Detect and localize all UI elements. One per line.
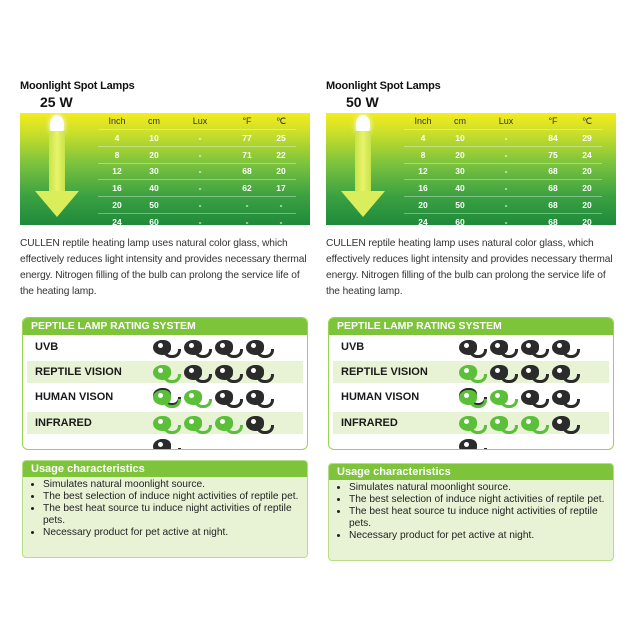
spec-cell: 17 [276, 183, 286, 194]
chameleon-icon [215, 414, 237, 432]
spec-cell: 84 [548, 132, 558, 143]
wattage-label: 50 W [346, 94, 379, 110]
rating-label: REPTILE VISION [341, 366, 428, 378]
usage-item: • Simulates natural moonlight source. [349, 482, 613, 494]
usage-item: • Necessary product for pet active at night. [349, 530, 613, 542]
spec-row [404, 163, 602, 180]
spec-row [98, 146, 296, 163]
spec-cell: 20 [582, 183, 592, 194]
spec-column-header: ℃ [581, 115, 593, 126]
spec-cell: 40 [149, 183, 159, 194]
chameleon-icon [153, 363, 175, 381]
spec-cell: 68 [548, 200, 558, 211]
chameleon-icon [459, 437, 481, 450]
spec-cell: 20 [418, 200, 428, 211]
rating-label: INFRARED [35, 417, 92, 429]
usage-list [23, 479, 307, 539]
rating-label: UVB [35, 341, 59, 353]
spec-cell: 50 [149, 200, 159, 211]
rating-title: PEPTILE LAMP RATING SYSTEM [329, 318, 613, 335]
spec-cell: 8 [420, 149, 426, 160]
spec-cell: 50 [455, 200, 465, 211]
spec-cell: - [279, 200, 283, 211]
rating-row [333, 361, 609, 383]
chameleon-icon [552, 363, 574, 381]
usage-title: Usage characteristics [23, 461, 307, 477]
spec-column-header: Inch [108, 116, 126, 126]
spec-cell: 16 [112, 183, 122, 194]
spec-cell: 20 [276, 166, 286, 177]
usage-item: • Simulates natural moonlight source. [43, 479, 307, 491]
rating-row [333, 386, 609, 408]
usage-item: • The best heat source tu induce night activities of reptile pets. [349, 506, 613, 530]
chameleon-icon [153, 388, 175, 406]
chameleon-icon [552, 388, 574, 406]
spec-cell: 24 [112, 216, 122, 225]
arrow-head-icon [341, 191, 385, 217]
spec-cell: 20 [582, 200, 592, 211]
spec-cell: 30 [149, 166, 159, 177]
spec-cell: 12 [418, 166, 428, 177]
chameleon-icon [459, 363, 481, 381]
spec-cell: - [504, 183, 508, 194]
spec-cell: 8 [114, 149, 120, 160]
spec-row [404, 197, 602, 214]
usage-item: • The best selection of induce night activities of reptile pet. [43, 491, 307, 503]
chameleon-icon [459, 388, 481, 406]
chameleon-icon [521, 363, 543, 381]
spec-cell: 20 [455, 149, 465, 160]
spec-column-header: °F [242, 116, 252, 126]
spec-row [404, 146, 602, 163]
rating-title: PEPTILE LAMP RATING SYSTEM [23, 318, 307, 335]
spec-cell: 40 [455, 183, 465, 194]
chameleon-icon [552, 414, 574, 432]
description: CULLEN reptile heating lamp uses natural color glass, which effectively reduces light intensity and provides necessary thermal energy. Nitrogen filling of the bulb can prolong the service life of the heating lamp. [20, 238, 307, 297]
arrow-head-icon [35, 191, 79, 217]
spec-table [404, 113, 602, 225]
rating-row [27, 336, 303, 358]
chameleon-icon [246, 338, 268, 356]
spec-cell: 29 [582, 132, 592, 143]
spec-cell: 22 [276, 149, 286, 160]
rating-icons [459, 414, 609, 450]
chameleon-icon [215, 363, 237, 381]
chameleon-icon [215, 388, 237, 406]
spec-column-header: cm [148, 116, 160, 126]
chameleon-icon [184, 363, 206, 381]
spec-column-header: cm [454, 116, 466, 126]
chameleon-icon [153, 437, 175, 450]
spec-cell: - [245, 216, 249, 225]
spec-cell: 24 [582, 149, 592, 160]
spec-cell: - [198, 216, 202, 225]
spec-cell: 12 [112, 166, 122, 177]
spec-column-header: Lux [192, 116, 208, 126]
spec-cell: 4 [420, 132, 426, 143]
spec-row [404, 180, 602, 197]
usage-item: • Necessary product for pet active at night. [43, 527, 307, 539]
chameleon-icon [490, 363, 512, 381]
spec-row [404, 130, 602, 147]
arrow-down-icon [355, 131, 371, 193]
rating-row [333, 412, 609, 434]
spec-row [98, 213, 296, 225]
chameleon-icon [246, 414, 268, 432]
chameleon-icon [490, 414, 512, 432]
rating-label: REPTILE VISION [35, 366, 122, 378]
spec-cell: - [504, 132, 508, 143]
spec-cell: - [198, 166, 202, 177]
spec-header-row [404, 113, 602, 130]
spec-cell: 68 [548, 183, 558, 194]
chameleon-icon [490, 338, 512, 356]
chameleon-icon [246, 363, 268, 381]
product-title: Moonlight Spot Lamps [20, 80, 135, 92]
spec-table-area [326, 113, 616, 225]
chameleon-icon [153, 338, 175, 356]
rating-box [328, 317, 614, 450]
spec-cell: 20 [582, 216, 592, 225]
spec-cell: 4 [114, 132, 120, 143]
spec-cell: 71 [242, 149, 252, 160]
spec-cell: 16 [418, 183, 428, 194]
chameleon-icon [521, 338, 543, 356]
spec-column-header: °F [548, 116, 558, 126]
chameleon-icon [521, 388, 543, 406]
usage-list [329, 482, 613, 542]
spec-cell: - [504, 200, 508, 211]
spec-header-row [98, 113, 296, 130]
usage-box [328, 463, 614, 561]
chameleon-icon [490, 388, 512, 406]
spec-cell: - [198, 132, 202, 143]
spec-cell: 20 [149, 149, 159, 160]
spec-cell: - [198, 200, 202, 211]
spec-cell: 20 [112, 200, 122, 211]
spec-cell: - [504, 149, 508, 160]
usage-box [22, 460, 308, 558]
spec-cell: 68 [242, 166, 252, 177]
spec-cell: 62 [242, 183, 252, 194]
rating-label: HUMAN VISON [341, 391, 420, 403]
chameleon-icon [552, 338, 574, 356]
spec-cell: 68 [548, 216, 558, 225]
usage-title: Usage characteristics [329, 464, 613, 480]
spec-cell: - [504, 166, 508, 177]
chameleon-icon [521, 414, 543, 432]
usage-item: • The best heat source tu induce night activities of reptile pets. [43, 503, 307, 527]
rating-icons [153, 414, 303, 450]
spec-cell: 30 [455, 166, 465, 177]
rating-box [22, 317, 308, 450]
rating-label: HUMAN VISON [35, 391, 114, 403]
chameleon-icon [246, 388, 268, 406]
spec-cell: - [279, 216, 283, 225]
spec-table [98, 113, 296, 225]
rating-label: UVB [341, 341, 365, 353]
arrow-down-icon [49, 131, 65, 193]
chameleon-icon [184, 338, 206, 356]
description: CULLEN reptile heating lamp uses natural color glass, which effectively reduces light intensity and provides necessary thermal energy. Nitrogen filling of the bulb can prolong the service life of the heating lamp. [326, 238, 613, 297]
chameleon-icon [459, 414, 481, 432]
spec-cell: - [504, 216, 508, 225]
chameleon-icon [153, 414, 175, 432]
chameleon-icon [184, 388, 206, 406]
rating-row [27, 361, 303, 383]
spec-cell: 24 [418, 216, 428, 225]
chameleon-icon [184, 414, 206, 432]
spec-row [98, 180, 296, 197]
rating-row [27, 386, 303, 408]
spec-cell: 77 [242, 132, 252, 143]
spec-cell: 10 [455, 132, 465, 143]
spec-cell: - [198, 149, 202, 160]
spec-column-header: Lux [498, 116, 514, 126]
chameleon-icon [459, 338, 481, 356]
spec-column-header: ℃ [275, 115, 287, 126]
spec-row [98, 163, 296, 180]
rating-label: INFRARED [341, 417, 398, 429]
rating-row [333, 336, 609, 358]
spec-row [98, 197, 296, 214]
product-title: Moonlight Spot Lamps [326, 80, 441, 92]
spec-cell: 60 [455, 216, 465, 225]
spec-table-area [20, 113, 310, 225]
spec-cell: - [198, 183, 202, 194]
usage-item: • The best selection of induce night activities of reptile pet. [349, 494, 613, 506]
spec-cell: - [245, 200, 249, 211]
rating-row [27, 412, 303, 434]
spec-cell: 10 [149, 132, 159, 143]
spec-cell: 25 [276, 132, 286, 143]
spec-cell: 60 [149, 216, 159, 225]
spec-row [404, 213, 602, 225]
spec-cell: 75 [548, 149, 558, 160]
spec-cell: 20 [582, 166, 592, 177]
spec-row [98, 130, 296, 147]
spec-cell: 68 [548, 166, 558, 177]
wattage-label: 25 W [40, 94, 73, 110]
chameleon-icon [215, 338, 237, 356]
spec-column-header: Inch [414, 116, 432, 126]
